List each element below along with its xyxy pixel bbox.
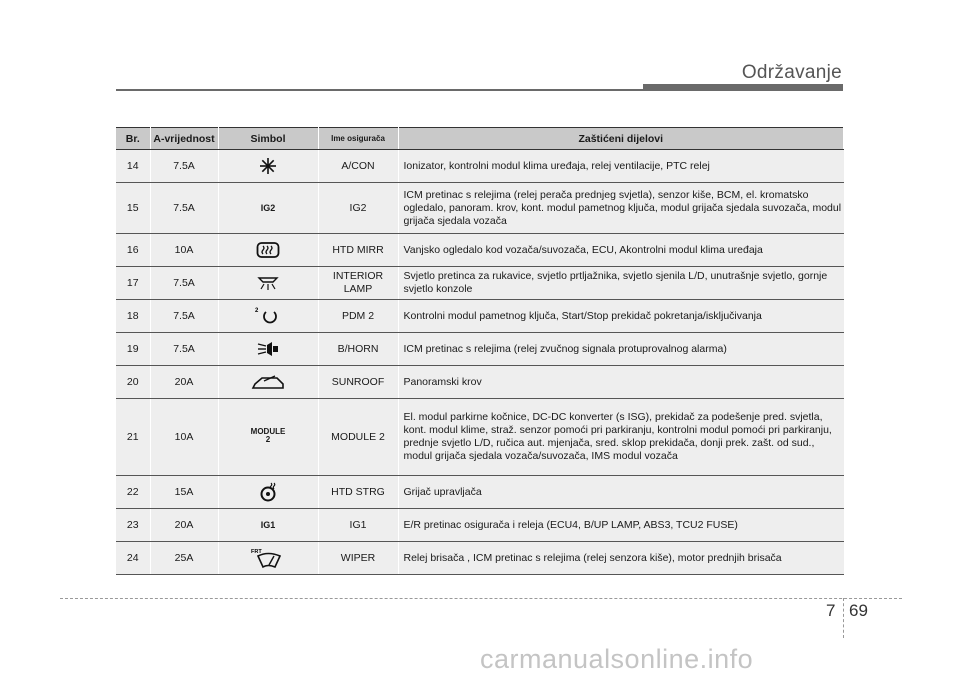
wiper-superscript: FRT bbox=[251, 549, 262, 555]
cell-no: 16 bbox=[116, 234, 150, 267]
cell-amp: 7.5A bbox=[150, 300, 218, 333]
pdm-superscript: 2 bbox=[255, 308, 259, 314]
cell-amp: 7.5A bbox=[150, 267, 218, 300]
table-row bbox=[116, 183, 844, 234]
cell-parts: El. modul parkirne kočnice, DC-DC konverter (s ISG), prekidač za podešenje pred. svjetla, kont. modul klime, straž. senzor pomoći pri parkiranju, kontrolni modul pomoći pri parkiranju, prednje svjetlo L/D, ručica aut. mjenjača, sred. sklop prekidača, donji prek. zašt. od sud., modul grijača sjedala vozača/suvozača, IMS modul vozača bbox=[398, 399, 844, 476]
cell-amp: 10A bbox=[150, 234, 218, 267]
cell-no: 15 bbox=[116, 183, 150, 234]
table-row bbox=[116, 267, 844, 300]
cell-amp: 15A bbox=[150, 476, 218, 509]
cell-fuse-name: SUNROOF bbox=[318, 366, 398, 399]
fuse-table bbox=[116, 127, 844, 575]
module-symbol-text: MODULE bbox=[250, 427, 286, 436]
cell-parts: E/R pretinac osigurača i releja (ECU4, B/UP LAMP, ABS3, TCU2 FUSE) bbox=[398, 509, 844, 542]
cell-fuse-name: MODULE 2 bbox=[318, 399, 398, 476]
wiper-icon bbox=[250, 547, 286, 569]
cell-parts: Ionizator, kontrolni modul klima uređaja, relej ventilacije, PTC relej bbox=[398, 150, 844, 183]
cell-parts: Panoramski krov bbox=[398, 366, 844, 399]
cell-fuse-name: WIPER bbox=[318, 542, 398, 575]
cell-symbol bbox=[218, 476, 318, 509]
cell-symbol bbox=[218, 542, 318, 575]
table-row bbox=[116, 150, 844, 183]
cell-parts: Vanjsko ogledalo kod vozača/suvozača, ECU, Akontrolni modul klima uređaja bbox=[398, 234, 844, 267]
cell-symbol bbox=[218, 366, 318, 399]
section-title: Održavanje bbox=[741, 62, 842, 83]
watermark: carmanualsonline.info bbox=[480, 644, 754, 674]
cell-amp: 7.5A bbox=[150, 333, 218, 366]
heated-steering-icon bbox=[258, 482, 278, 502]
cell-no: 24 bbox=[116, 542, 150, 575]
cell-fuse-name: HTD MIRR bbox=[318, 234, 398, 267]
cell-no: 14 bbox=[116, 150, 150, 183]
cell-parts: ICM pretinac s relejima (relej perača prednjeg svjetla), senzor kiše, BCM, el. kromatsko ogledalo, panoram. krov, kont. modul pametnog ključa, modul grijača sjedala suvozača, modul grijača sjedala vozača bbox=[398, 183, 844, 234]
cell-parts: Grijač upravljača bbox=[398, 476, 844, 509]
cell-symbol bbox=[218, 150, 318, 183]
col-header-protected-parts: Zaštićeni dijelovi bbox=[398, 128, 844, 150]
cell-fuse-name: B/HORN bbox=[318, 333, 398, 366]
col-header-amp: A-vrijednost bbox=[150, 128, 218, 150]
header-accent-bar bbox=[643, 84, 843, 91]
col-header-symbol: Simbol bbox=[218, 128, 318, 150]
cell-amp: 7.5A bbox=[150, 150, 218, 183]
cell-fuse-name: IG2 bbox=[318, 183, 398, 234]
table-row bbox=[116, 542, 844, 575]
pdm-icon bbox=[253, 306, 283, 326]
cell-no: 19 bbox=[116, 333, 150, 366]
cell-symbol bbox=[218, 267, 318, 300]
cell-parts: Svjetlo pretinca za rukavice, svjetlo prtljažnika, svjetlo sjenila L/D, unutrašnje svjetlo, gornje svjetlo konzole bbox=[398, 267, 844, 300]
cell-no: 21 bbox=[116, 399, 150, 476]
table-row bbox=[116, 509, 844, 542]
chapter-number: 7 bbox=[826, 601, 836, 620]
cell-no: 17 bbox=[116, 267, 150, 300]
cell-fuse-name: A/CON bbox=[318, 150, 398, 183]
interior-lamp-icon bbox=[256, 275, 280, 291]
table-row bbox=[116, 366, 844, 399]
cell-parts: ICM pretinac s relejima (relej zvučnog signala protuprovalnog alarma) bbox=[398, 333, 844, 366]
cell-symbol bbox=[218, 399, 318, 476]
sunroof-icon bbox=[250, 373, 286, 391]
cell-no: 20 bbox=[116, 366, 150, 399]
module-symbol-number: 2 bbox=[265, 435, 271, 444]
cell-fuse-name: IG1 bbox=[318, 509, 398, 542]
module-symbol bbox=[251, 428, 286, 444]
cell-fuse-name: PDM 2 bbox=[318, 300, 398, 333]
page-number: 69 bbox=[849, 601, 868, 620]
cell-symbol bbox=[218, 183, 318, 234]
cell-parts: Relej brisača , ICM pretinac s relejima (relej senzora kiše), motor prednjih brisača bbox=[398, 542, 844, 575]
table-row bbox=[116, 476, 844, 509]
horn-icon bbox=[257, 340, 279, 358]
table-row bbox=[116, 399, 844, 476]
table-row bbox=[116, 333, 844, 366]
cell-amp: 25A bbox=[150, 542, 218, 575]
cell-symbol bbox=[218, 300, 318, 333]
cell-amp: 10A bbox=[150, 399, 218, 476]
ig1-symbol: IG1 bbox=[260, 519, 276, 530]
ig2-symbol: IG2 bbox=[260, 202, 276, 213]
heated-mirror-icon bbox=[256, 241, 280, 259]
cell-parts: Kontrolni modul pametnog ključa, Start/Stop prekidač pokretanja/isključivanja bbox=[398, 300, 844, 333]
cell-fuse-name: HTD STRG bbox=[318, 476, 398, 509]
cell-no: 22 bbox=[116, 476, 150, 509]
page-number-separator bbox=[843, 598, 844, 638]
cell-no: 23 bbox=[116, 509, 150, 542]
cell-symbol bbox=[218, 234, 318, 267]
footer-dashed-rule bbox=[60, 598, 902, 599]
cell-symbol bbox=[218, 509, 318, 542]
col-header-fuse-name: Ime osigurača bbox=[318, 128, 398, 150]
snowflake-icon bbox=[259, 157, 277, 175]
cell-amp: 20A bbox=[150, 366, 218, 399]
cell-no: 18 bbox=[116, 300, 150, 333]
cell-amp: 7.5A bbox=[150, 183, 218, 234]
cell-fuse-name: INTERIOR LAMP bbox=[318, 267, 398, 300]
col-header-no: Br. bbox=[116, 128, 150, 150]
table-row bbox=[116, 234, 844, 267]
cell-amp: 20A bbox=[150, 509, 218, 542]
cell-symbol bbox=[218, 333, 318, 366]
table-row bbox=[116, 300, 844, 333]
